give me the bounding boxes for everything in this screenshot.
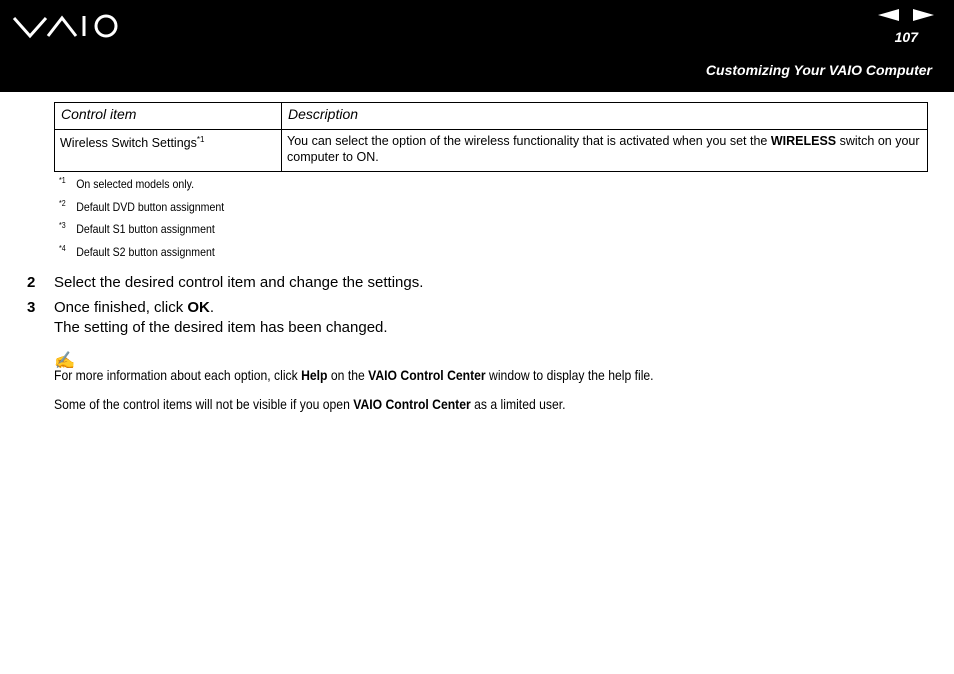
description-text: You can select the option of the wireless functionality that is activated when you set the [287,134,771,148]
note-help [54,367,654,383]
footnote-4 [59,245,215,259]
footnote-mark: *3 [59,221,66,230]
vaio-control-center-keyword: VAIO Control Center [368,367,486,383]
footnote-mark: *1 [59,176,66,185]
control-items-table [54,102,928,172]
table-header-row [55,103,928,130]
ok-keyword: OK [187,299,210,316]
footnote-text: Default S2 button assignment [76,245,215,259]
footnote-mark: *4 [59,244,66,253]
footnote-3 [59,222,215,236]
step-3-result: The setting of the desired item has been changed. [54,319,388,336]
step-number: 2 [27,274,36,291]
footnote-1 [59,177,194,191]
page-number: 107 [894,29,918,45]
note-text: Some of the control items will not be visible if you open [54,396,354,412]
note-text: on the [327,367,369,383]
note-text: as a limited user. [470,396,566,412]
step-text: Once finished, click [54,299,188,316]
column-header-description: Description [282,103,928,130]
step-3 [27,299,214,316]
step-text-end: . [209,299,215,316]
vaio-control-center-keyword: VAIO Control Center [353,396,471,412]
note-text: For more information about each option, click [54,367,302,383]
step-number: 3 [27,299,36,316]
footnote-text: On selected models only. [76,177,195,191]
pencil-note-icon: ✍ [54,351,76,370]
footnote-ref: *1 [196,134,205,144]
step-text: Select the desired control item and change the settings. [54,274,424,291]
column-header-control-item: Control item [55,103,282,130]
table-row [55,130,928,172]
control-item-name: Wireless Switch Settings [60,136,197,150]
step-2 [27,274,423,291]
next-page-arrow-icon[interactable] [913,9,934,21]
footnote-mark: *2 [59,199,66,208]
previous-page-arrow-icon[interactable] [878,9,899,21]
note-text: window to display the help file. [485,367,654,383]
section-title: Customizing Your VAIO Computer [705,62,932,78]
wireless-keyword: WIRELESS [770,134,837,148]
description-cell [282,130,928,172]
note-limited-user [54,396,566,412]
footnote-text: Default S1 button assignment [76,222,215,236]
footnote-text: Default DVD button assignment [76,200,225,214]
page-header [0,0,954,92]
help-keyword: Help [301,367,328,383]
control-item-cell [55,130,282,172]
footnote-2 [59,200,224,214]
description-text-end: switch on your computer to ON. [287,134,920,164]
vaio-logo [12,12,120,40]
